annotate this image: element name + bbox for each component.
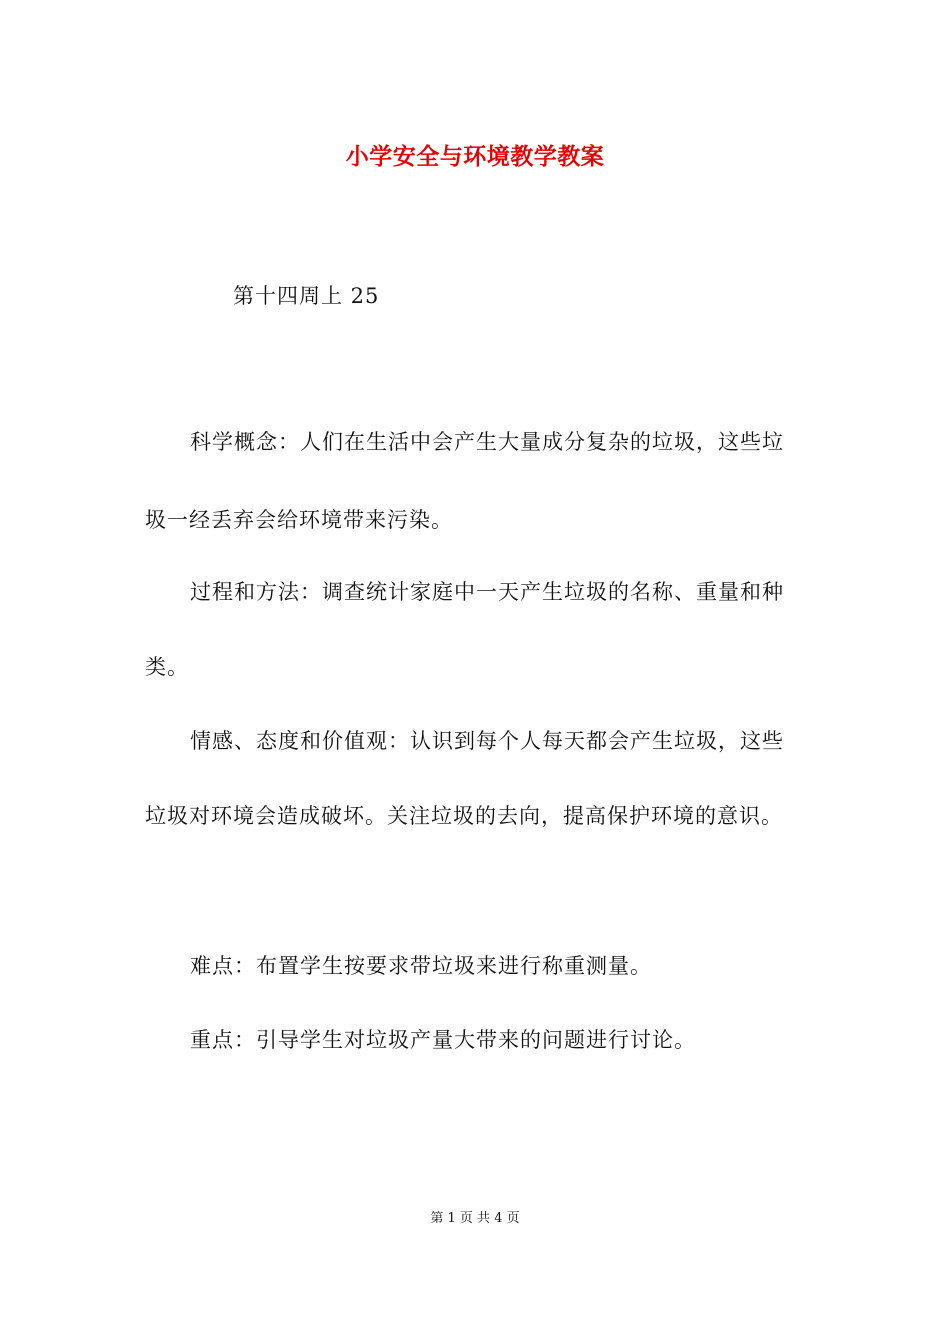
difficulty-line: 难点：布置学生按要求带垃圾来进行称重测量。 [190,954,652,978]
document-title: 小学安全与环境教学教案 [345,143,605,170]
page-number: 第 1 页 共 4 页 [430,1211,520,1226]
concept-line-1: 科学概念：人们在生活中会产生大量成分复杂的垃圾，这些垃 [190,430,784,454]
method-line-2: 类。 [145,655,189,679]
key-point-line: 重点：引导学生对垃圾产量大带来的问题进行讨论。 [190,1028,696,1052]
emotion-line-1: 情感、态度和价值观：认识到每个人每天都会产生垃圾，这些 [190,729,784,753]
week-line: 第十四周上 25 [233,284,380,308]
concept-line-2: 圾一经丢弃会给环境带来污染。 [145,508,453,532]
emotion-line-2: 垃圾对环境会造成破坏。关注垃圾的去向，提高保护环境的意识。 [145,804,783,828]
method-line-1: 过程和方法：调查统计家庭中一天产生垃圾的名称、重量和种 [190,580,784,604]
